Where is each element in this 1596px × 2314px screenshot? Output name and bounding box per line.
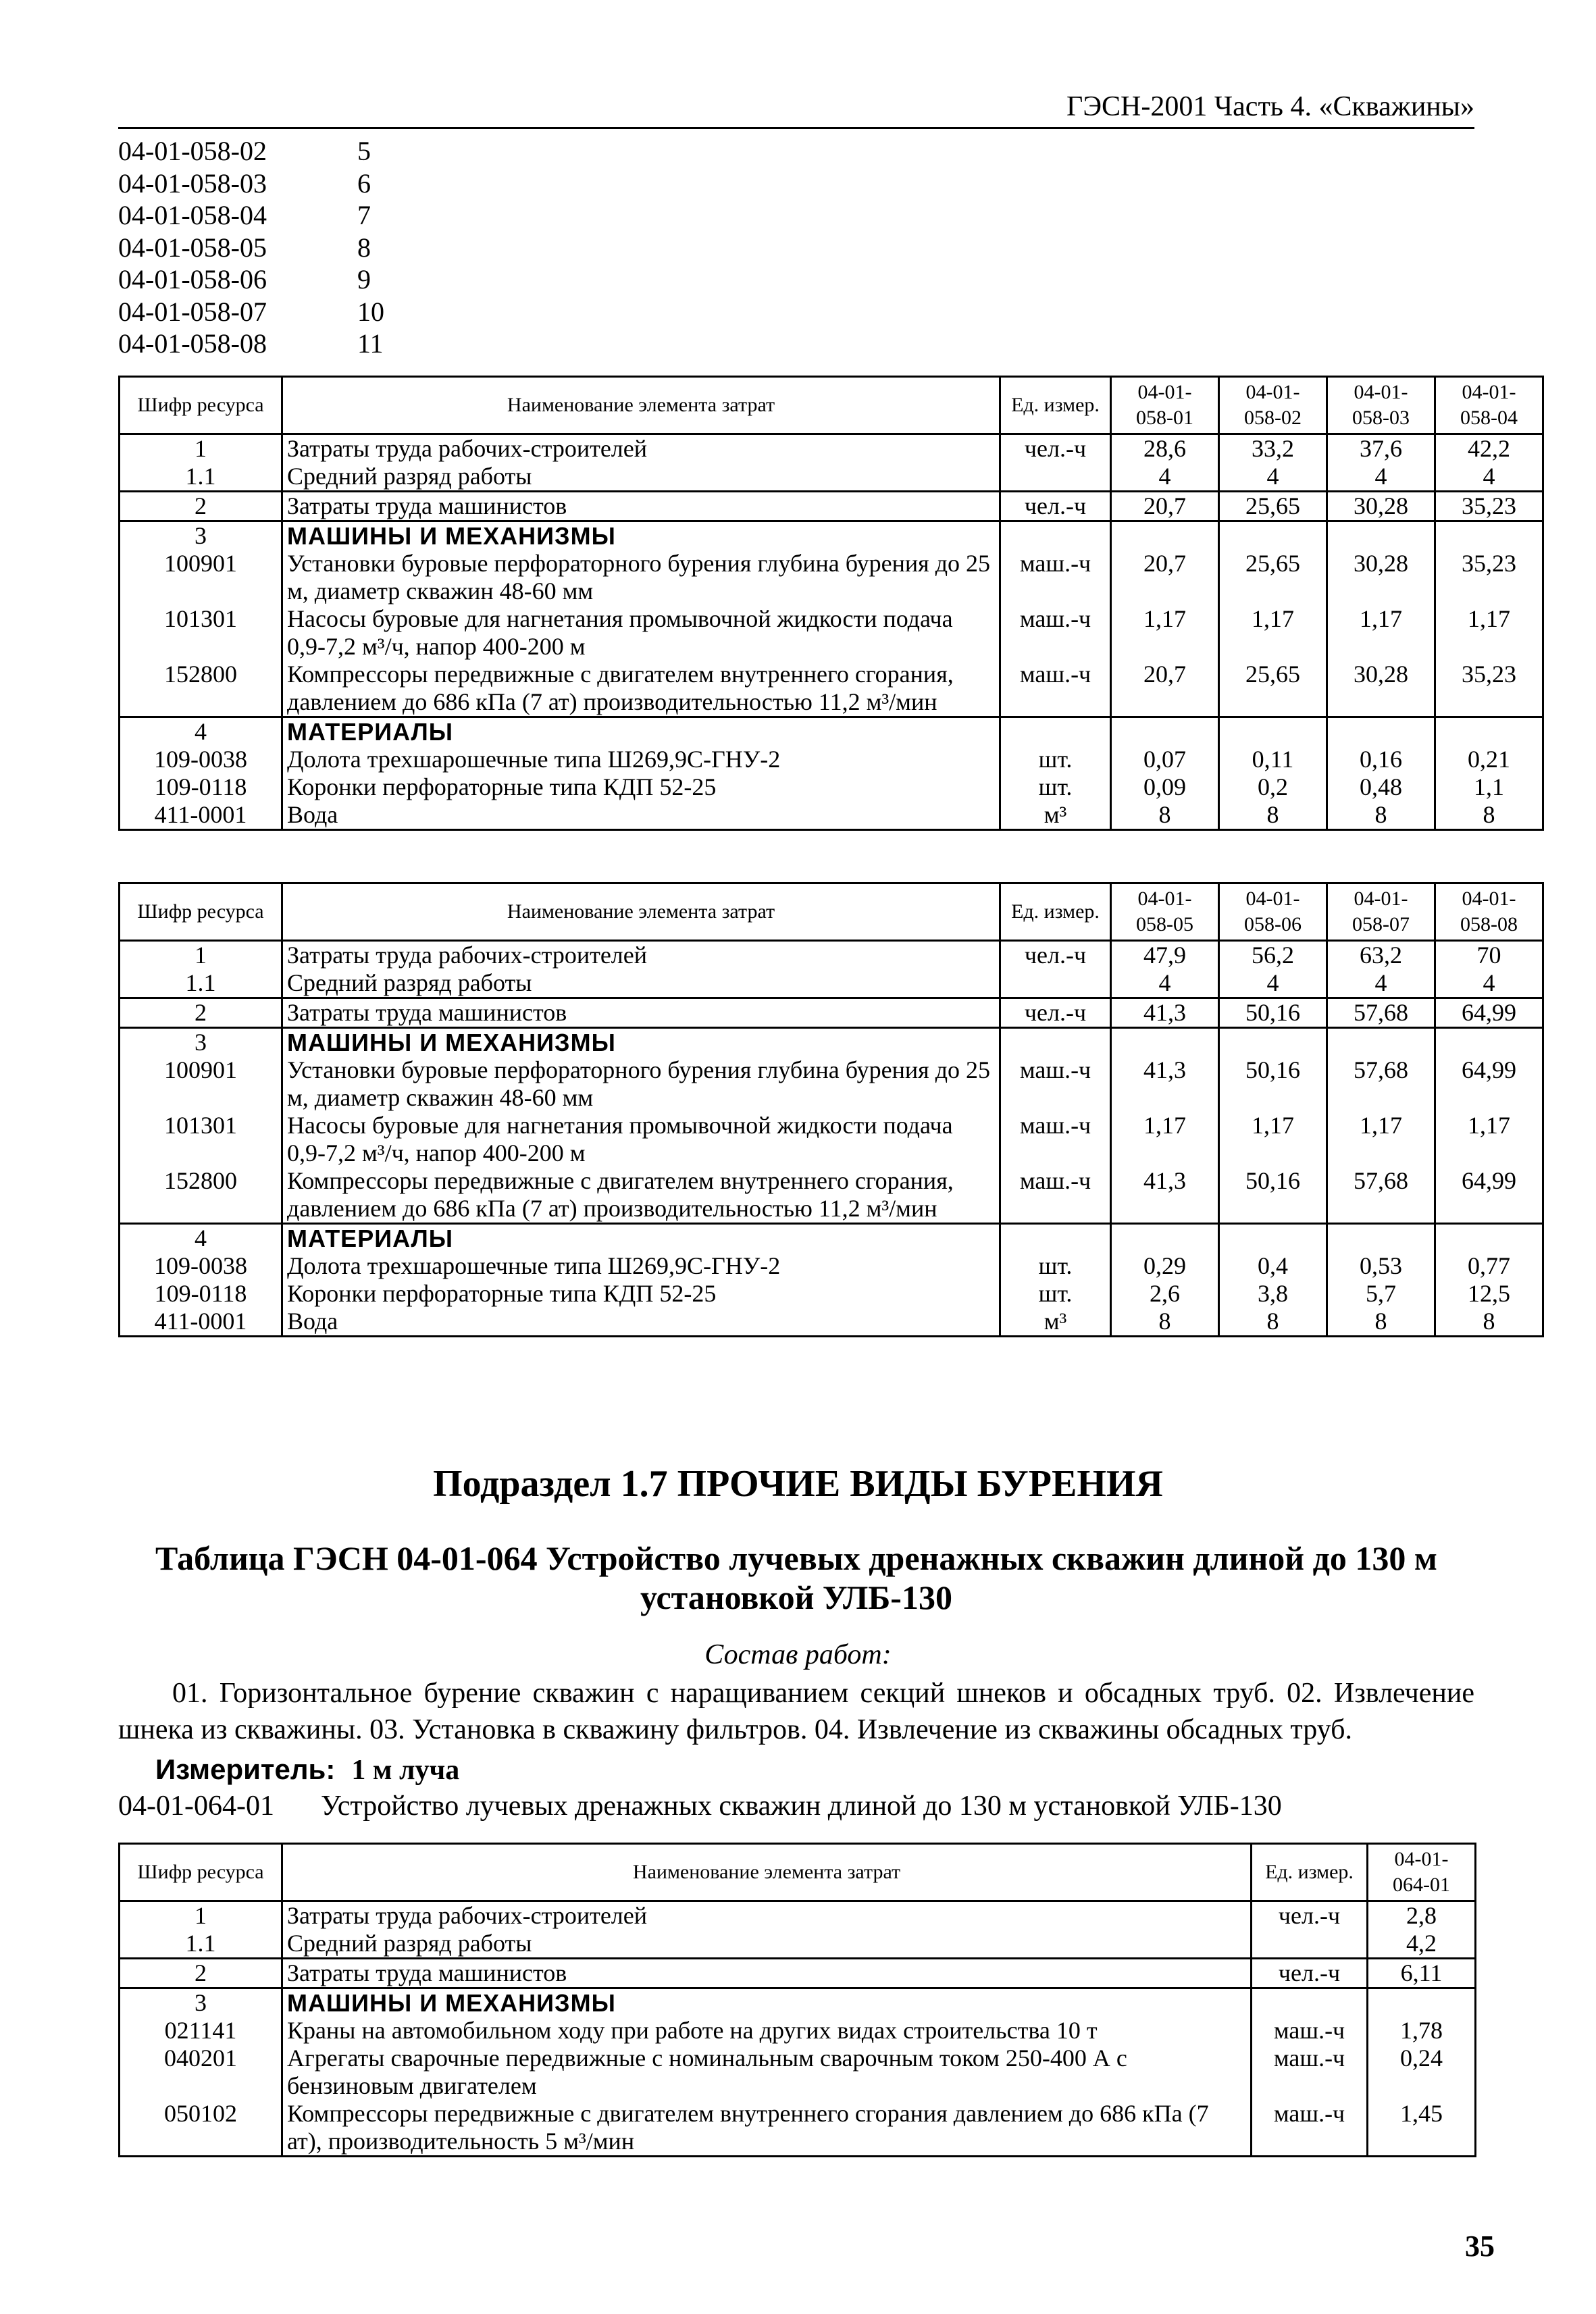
resource-name: Установки буровые перфораторного бурения глубина бурения до 25 м, диаметр скважин 48-60 мм bbox=[282, 550, 1000, 605]
resource-name: МАШИНЫ И МЕХАНИЗМЫ bbox=[282, 521, 1000, 550]
measure-label: Измеритель: bbox=[155, 1753, 336, 1785]
code-number: 8 bbox=[357, 232, 371, 263]
resource-unit: маш.-ч bbox=[1252, 2017, 1368, 2045]
table-row bbox=[120, 1028, 1543, 1057]
rate-value: 0,09 bbox=[1111, 773, 1219, 801]
resource-unit bbox=[1000, 969, 1111, 998]
rate-value: 1,1 bbox=[1435, 773, 1543, 801]
rate-value: 2,6 bbox=[1111, 1280, 1219, 1308]
rate-value: 1,17 bbox=[1327, 605, 1435, 661]
table-row bbox=[120, 969, 1543, 998]
table-row bbox=[120, 773, 1543, 801]
table-row bbox=[120, 492, 1543, 521]
col-header-rate: 04-01- 058-06 bbox=[1219, 883, 1327, 941]
col-header-rate: 04-01- 058-01 bbox=[1111, 377, 1219, 434]
variant-line bbox=[118, 1790, 1282, 1822]
resource-unit: шт. bbox=[1000, 1252, 1111, 1280]
rate-value: 57,68 bbox=[1327, 1056, 1435, 1112]
resource-name: Долота трехшарошечные типа Ш269,9С-ГНУ-2 bbox=[282, 746, 1000, 773]
rate-value: 20,7 bbox=[1111, 492, 1219, 521]
table-row bbox=[120, 1112, 1543, 1167]
table-row bbox=[120, 2100, 1476, 2157]
header-row bbox=[120, 1844, 1476, 1901]
resource-name: Компрессоры передвижные с двигателем внутреннего сгорания, давлением до 686 кПа (7 ат) производительностью 11,2 м³/мин bbox=[282, 1167, 1000, 1224]
resource-code: 3 bbox=[120, 1988, 282, 2017]
rate-value bbox=[1435, 1028, 1543, 1057]
resource-name: Средний разряд работы bbox=[282, 463, 1000, 492]
measure-line bbox=[155, 1753, 459, 1786]
rate-value: 64,99 bbox=[1435, 1167, 1543, 1224]
rate-value bbox=[1435, 1224, 1543, 1253]
rate-value: 50,16 bbox=[1219, 1167, 1327, 1224]
col-header-unit: Ед. измер. bbox=[1000, 883, 1111, 941]
rate-value: 8 bbox=[1219, 801, 1327, 830]
header-title: ГЭСН-2001 Часть 4. «Скважины» bbox=[1066, 91, 1474, 122]
resource-code: 1.1 bbox=[120, 1930, 282, 1959]
rate-value: 6,11 bbox=[1368, 1959, 1476, 1988]
resource-unit bbox=[1000, 1028, 1111, 1057]
rate-value: 41,3 bbox=[1111, 1056, 1219, 1112]
code-row bbox=[118, 296, 384, 328]
rate-value: 8 bbox=[1327, 801, 1435, 830]
resource-name: Затраты труда рабочих-строителей bbox=[282, 941, 1000, 970]
code-row bbox=[118, 168, 384, 200]
resource-unit: маш.-ч bbox=[1000, 1056, 1111, 1112]
table-row bbox=[120, 1224, 1543, 1253]
resource-name: Краны на автомобильном ходу при работе на других видах строительства 10 т bbox=[282, 2017, 1252, 2045]
code-number: 7 bbox=[357, 200, 371, 230]
col-header-unit: Ед. измер. bbox=[1000, 377, 1111, 434]
table-row bbox=[120, 550, 1543, 605]
page-number: 35 bbox=[1465, 2230, 1495, 2263]
col-header-rate: 04-01- 058-08 bbox=[1435, 883, 1543, 941]
col-header-code: Шифр ресурса bbox=[120, 883, 282, 941]
rate-value: 1,17 bbox=[1219, 605, 1327, 661]
rate-value bbox=[1111, 521, 1219, 550]
rate-value: 30,28 bbox=[1327, 492, 1435, 521]
resource-unit: маш.-ч bbox=[1252, 2045, 1368, 2100]
rate-value: 33,2 bbox=[1219, 434, 1327, 463]
rate-value: 3,8 bbox=[1219, 1280, 1327, 1308]
resource-name: МАШИНЫ И МЕХАНИЗМЫ bbox=[282, 1028, 1000, 1057]
table-row bbox=[120, 605, 1543, 661]
rate-value bbox=[1219, 1028, 1327, 1057]
rate-value: 8 bbox=[1111, 801, 1219, 830]
col-header-code: Шифр ресурса bbox=[120, 1844, 282, 1901]
resource-table-058-05-08 bbox=[118, 882, 1544, 1337]
table-row bbox=[120, 1056, 1543, 1112]
rate-value: 20,7 bbox=[1111, 661, 1219, 717]
rate-value: 4 bbox=[1327, 969, 1435, 998]
rate-value bbox=[1219, 521, 1327, 550]
rate-value bbox=[1111, 717, 1219, 746]
table-row bbox=[120, 1988, 1476, 2017]
rate-value: 8 bbox=[1435, 1308, 1543, 1337]
resource-name: Компрессоры передвижные с двигателем внутреннего сгорания, давлением до 686 кПа (7 ат) производительностью 11,2 м³/мин bbox=[282, 661, 1000, 717]
rate-value bbox=[1111, 1224, 1219, 1253]
page-header bbox=[118, 86, 1474, 129]
rate-value: 1,17 bbox=[1111, 1112, 1219, 1167]
code-value: 04-01-058-04 bbox=[118, 200, 267, 230]
rate-value: 1,17 bbox=[1111, 605, 1219, 661]
resource-name: Средний разряд работы bbox=[282, 969, 1000, 998]
composition-heading: Состав работ: bbox=[704, 1639, 892, 1670]
rate-value: 8 bbox=[1111, 1308, 1219, 1337]
resource-unit: маш.-ч bbox=[1000, 605, 1111, 661]
rate-value: 8 bbox=[1327, 1308, 1435, 1337]
resource-unit: шт. bbox=[1000, 773, 1111, 801]
rate-value: 56,2 bbox=[1219, 941, 1327, 970]
col-header-rate: 04-01- 058-03 bbox=[1327, 377, 1435, 434]
resource-unit: чел.-ч bbox=[1000, 941, 1111, 970]
resource-unit: чел.-ч bbox=[1000, 998, 1111, 1028]
rate-value: 1,17 bbox=[1219, 1112, 1327, 1167]
rate-value: 25,65 bbox=[1219, 661, 1327, 717]
rate-value: 20,7 bbox=[1111, 550, 1219, 605]
resource-name: Коронки перфораторные типа КДП 52-25 bbox=[282, 773, 1000, 801]
table-row bbox=[120, 941, 1543, 970]
rate-value: 4 bbox=[1435, 463, 1543, 492]
rate-value: 4 bbox=[1435, 969, 1543, 998]
subsection-title: Подраздел 1.7 ПРОЧИЕ ВИДЫ БУРЕНИЯ bbox=[433, 1463, 1163, 1505]
rate-value: 42,2 bbox=[1435, 434, 1543, 463]
resource-unit: чел.-ч bbox=[1252, 1901, 1368, 1930]
table-row bbox=[120, 463, 1543, 492]
resource-unit: м³ bbox=[1000, 801, 1111, 830]
resource-name: Агрегаты сварочные передвижные с номинальным сварочным током 250-400 А с бензиновым двигателем bbox=[282, 2045, 1252, 2100]
resource-code: 101301 bbox=[120, 1112, 282, 1167]
resource-unit bbox=[1000, 521, 1111, 550]
resource-name: Затраты труда машинистов bbox=[282, 998, 1000, 1028]
resource-code: 2 bbox=[120, 1959, 282, 1988]
resource-name: Насосы буровые для нагнетания промывочной жидкости подача 0,9-7,2 м³/ч, напор 400-200 м bbox=[282, 605, 1000, 661]
resource-unit: шт. bbox=[1000, 1280, 1111, 1308]
resource-name: Коронки перфораторные типа КДП 52-25 bbox=[282, 1280, 1000, 1308]
resource-name: Компрессоры передвижные с двигателем внутреннего сгорания давлением до 686 кПа (7 ат), производительность 5 м³/мин bbox=[282, 2100, 1252, 2157]
rate-value: 37,6 bbox=[1327, 434, 1435, 463]
rate-value bbox=[1435, 521, 1543, 550]
rate-value bbox=[1219, 1224, 1327, 1253]
resource-code: 101301 bbox=[120, 605, 282, 661]
table-row bbox=[120, 2017, 1476, 2045]
resource-table-058-01-04 bbox=[118, 376, 1544, 831]
resource-code: 2 bbox=[120, 492, 282, 521]
rate-value bbox=[1327, 717, 1435, 746]
rate-value: 35,23 bbox=[1435, 661, 1543, 717]
rate-value: 4 bbox=[1219, 463, 1327, 492]
resource-code: 109-0118 bbox=[120, 773, 282, 801]
table-row bbox=[120, 998, 1543, 1028]
resource-code: 2 bbox=[120, 998, 282, 1028]
resource-code: 040201 bbox=[120, 2045, 282, 2100]
table-row bbox=[120, 1959, 1476, 1988]
col-header-name: Наименование элемента затрат bbox=[282, 883, 1000, 941]
resource-unit bbox=[1000, 717, 1111, 746]
code-value: 04-01-058-02 bbox=[118, 136, 267, 166]
resource-code: 4 bbox=[120, 717, 282, 746]
rate-value bbox=[1327, 1028, 1435, 1057]
rate-value bbox=[1327, 521, 1435, 550]
resource-code: 1 bbox=[120, 434, 282, 463]
resource-unit: маш.-ч bbox=[1000, 1112, 1111, 1167]
col-header-unit: Ед. измер. bbox=[1252, 1844, 1368, 1901]
table-row bbox=[120, 434, 1543, 463]
rate-value bbox=[1219, 717, 1327, 746]
rate-value: 0,11 bbox=[1219, 746, 1327, 773]
resource-unit: шт. bbox=[1000, 746, 1111, 773]
rate-value: 64,99 bbox=[1435, 998, 1543, 1028]
table-row bbox=[120, 801, 1543, 830]
rate-value: 2,8 bbox=[1368, 1901, 1476, 1930]
resource-code: 152800 bbox=[120, 661, 282, 717]
resource-name: Затраты труда машинистов bbox=[282, 492, 1000, 521]
rate-value: 8 bbox=[1219, 1308, 1327, 1337]
resource-code: 152800 bbox=[120, 1167, 282, 1224]
col-header-code: Шифр ресурса bbox=[120, 377, 282, 434]
resource-unit bbox=[1000, 1224, 1111, 1253]
table-row bbox=[120, 1930, 1476, 1959]
code-value: 04-01-058-08 bbox=[118, 328, 267, 359]
code-number: 11 bbox=[357, 328, 384, 359]
table-title: Таблица ГЭСН 04-01-064 Устройство лучевых дренажных скважин длиной до 130 м установкой УЛБ-130 bbox=[155, 1539, 1437, 1616]
rate-value: 4 bbox=[1111, 969, 1219, 998]
resource-name: Долота трехшарошечные типа Ш269,9С-ГНУ-2 bbox=[282, 1252, 1000, 1280]
rate-value: 63,2 bbox=[1327, 941, 1435, 970]
col-header-rate: 04-01- 058-05 bbox=[1111, 883, 1219, 941]
resource-unit: чел.-ч bbox=[1000, 434, 1111, 463]
resource-name: Затраты труда рабочих-строителей bbox=[282, 434, 1000, 463]
resource-code: 3 bbox=[120, 521, 282, 550]
header-row bbox=[120, 883, 1543, 941]
rate-value: 41,3 bbox=[1111, 1167, 1219, 1224]
rate-value bbox=[1111, 1028, 1219, 1057]
table-row bbox=[120, 1280, 1543, 1308]
table-row bbox=[120, 661, 1543, 717]
composition-text: 01. Горизонтальное бурение скважин с наращиванием секций шнеков и обсадных труб. 02. Извлечение шнека из скважины. 03. Установка в скважину фильтров. 04. Извлечение из скважины обсадных труб. bbox=[118, 1678, 1474, 1745]
resource-code: 1 bbox=[120, 941, 282, 970]
resource-unit bbox=[1252, 1930, 1368, 1959]
rate-value: 64,99 bbox=[1435, 1056, 1543, 1112]
resource-code: 411-0001 bbox=[120, 801, 282, 830]
code-value: 04-01-058-07 bbox=[118, 296, 267, 327]
resource-name: МАТЕРИАЛЫ bbox=[282, 1224, 1000, 1253]
resource-name: МАШИНЫ И МЕХАНИЗМЫ bbox=[282, 1988, 1252, 2017]
resource-name: Вода bbox=[282, 801, 1000, 830]
resource-name: Средний разряд работы bbox=[282, 1930, 1252, 1959]
code-row bbox=[118, 135, 384, 168]
resource-code: 100901 bbox=[120, 550, 282, 605]
rate-value: 0,21 bbox=[1435, 746, 1543, 773]
col-header-rate: 04-01- 058-02 bbox=[1219, 377, 1327, 434]
resource-name: Вода bbox=[282, 1308, 1000, 1337]
rate-value: 0,77 bbox=[1435, 1252, 1543, 1280]
code-number: 5 bbox=[357, 136, 371, 166]
rate-value: 4 bbox=[1111, 463, 1219, 492]
rate-value: 0,24 bbox=[1368, 2045, 1476, 2100]
resource-name: Установки буровые перфораторного бурения глубина бурения до 25 м, диаметр скважин 48-60 мм bbox=[282, 1056, 1000, 1112]
col-header-rate: 04-01- 058-04 bbox=[1435, 377, 1543, 434]
col-header-rate: 04-01- 064-01 bbox=[1368, 1844, 1476, 1901]
resource-name: Затраты труда рабочих-строителей bbox=[282, 1901, 1252, 1930]
rate-value: 1,17 bbox=[1435, 605, 1543, 661]
table-row bbox=[120, 1308, 1543, 1337]
rate-value: 30,28 bbox=[1327, 550, 1435, 605]
rate-value: 1,17 bbox=[1327, 1112, 1435, 1167]
table-row bbox=[120, 1901, 1476, 1930]
rate-value: 0,4 bbox=[1219, 1252, 1327, 1280]
col-header-name: Наименование элемента затрат bbox=[282, 1844, 1252, 1901]
variant-code: 04-01-064-01 bbox=[118, 1791, 274, 1822]
measure-value: 1 м луча bbox=[351, 1755, 460, 1786]
resource-name: МАТЕРИАЛЫ bbox=[282, 717, 1000, 746]
resource-code: 4 bbox=[120, 1224, 282, 1253]
resource-name: Затраты труда машинистов bbox=[282, 1959, 1252, 1988]
rate-value bbox=[1435, 717, 1543, 746]
resource-code: 1.1 bbox=[120, 463, 282, 492]
rate-value: 4 bbox=[1327, 463, 1435, 492]
rate-value: 1,78 bbox=[1368, 2017, 1476, 2045]
rate-value: 50,16 bbox=[1219, 998, 1327, 1028]
rate-value: 35,23 bbox=[1435, 492, 1543, 521]
resource-code: 109-0038 bbox=[120, 1252, 282, 1280]
rate-value bbox=[1368, 1988, 1476, 2017]
rate-value: 5,7 bbox=[1327, 1280, 1435, 1308]
resource-code: 050102 bbox=[120, 2100, 282, 2157]
rate-value: 1,45 bbox=[1368, 2100, 1476, 2157]
rate-value: 0,07 bbox=[1111, 746, 1219, 773]
table-row bbox=[120, 1167, 1543, 1224]
table-row bbox=[120, 717, 1543, 746]
resource-unit bbox=[1252, 1988, 1368, 2017]
resource-code: 3 bbox=[120, 1028, 282, 1057]
table-row bbox=[120, 746, 1543, 773]
resource-code: 411-0001 bbox=[120, 1308, 282, 1337]
resource-code: 109-0118 bbox=[120, 1280, 282, 1308]
variant-text: Устройство лучевых дренажных скважин длиной до 130 м установкой УЛБ-130 bbox=[321, 1791, 1282, 1822]
rate-value: 50,16 bbox=[1219, 1056, 1327, 1112]
rate-value: 35,23 bbox=[1435, 550, 1543, 605]
rate-value: 25,65 bbox=[1219, 550, 1327, 605]
resource-unit: маш.-ч bbox=[1000, 1167, 1111, 1224]
table-row bbox=[120, 521, 1543, 550]
resource-unit: маш.-ч bbox=[1000, 661, 1111, 717]
rate-value: 4 bbox=[1219, 969, 1327, 998]
code-value: 04-01-058-06 bbox=[118, 264, 267, 294]
rate-value: 57,68 bbox=[1327, 1167, 1435, 1224]
resource-unit: чел.-ч bbox=[1000, 492, 1111, 521]
rate-value: 70 bbox=[1435, 941, 1543, 970]
rate-value: 0,29 bbox=[1111, 1252, 1219, 1280]
table-row bbox=[120, 2045, 1476, 2100]
rate-value: 57,68 bbox=[1327, 998, 1435, 1028]
code-row bbox=[118, 232, 384, 264]
rate-value: 1,17 bbox=[1435, 1112, 1543, 1167]
rate-value: 0,16 bbox=[1327, 746, 1435, 773]
rate-value: 4,2 bbox=[1368, 1930, 1476, 1959]
resource-code: 109-0038 bbox=[120, 746, 282, 773]
resource-unit bbox=[1000, 463, 1111, 492]
rate-value: 12,5 bbox=[1435, 1280, 1543, 1308]
rate-value: 41,3 bbox=[1111, 998, 1219, 1028]
rate-value: 28,6 bbox=[1111, 434, 1219, 463]
table-row bbox=[120, 1252, 1543, 1280]
rate-value: 25,65 bbox=[1219, 492, 1327, 521]
code-value: 04-01-058-03 bbox=[118, 168, 267, 199]
codes-list bbox=[118, 135, 384, 360]
code-number: 6 bbox=[357, 168, 371, 199]
code-row bbox=[118, 263, 384, 296]
rate-value: 0,2 bbox=[1219, 773, 1327, 801]
resource-code: 021141 bbox=[120, 2017, 282, 2045]
rate-value: 30,28 bbox=[1327, 661, 1435, 717]
code-number: 9 bbox=[357, 264, 371, 294]
resource-code: 1.1 bbox=[120, 969, 282, 998]
resource-code: 100901 bbox=[120, 1056, 282, 1112]
resource-unit: маш.-ч bbox=[1000, 550, 1111, 605]
rate-value: 8 bbox=[1435, 801, 1543, 830]
col-header-name: Наименование элемента затрат bbox=[282, 377, 1000, 434]
resource-name: Насосы буровые для нагнетания промывочной жидкости подача 0,9-7,2 м³/ч, напор 400-200 м bbox=[282, 1112, 1000, 1167]
rate-value: 47,9 bbox=[1111, 941, 1219, 970]
rate-value bbox=[1327, 1224, 1435, 1253]
resource-unit: м³ bbox=[1000, 1308, 1111, 1337]
resource-unit: чел.-ч bbox=[1252, 1959, 1368, 1988]
rate-value: 0,53 bbox=[1327, 1252, 1435, 1280]
rate-value: 0,48 bbox=[1327, 773, 1435, 801]
resource-table-064-01 bbox=[118, 1843, 1476, 2157]
col-header-rate: 04-01- 058-07 bbox=[1327, 883, 1435, 941]
code-number: 10 bbox=[357, 296, 384, 327]
code-value: 04-01-058-05 bbox=[118, 232, 267, 263]
code-row bbox=[118, 328, 384, 360]
code-row bbox=[118, 199, 384, 232]
resource-code: 1 bbox=[120, 1901, 282, 1930]
header-row bbox=[120, 377, 1543, 434]
resource-unit: маш.-ч bbox=[1252, 2100, 1368, 2157]
